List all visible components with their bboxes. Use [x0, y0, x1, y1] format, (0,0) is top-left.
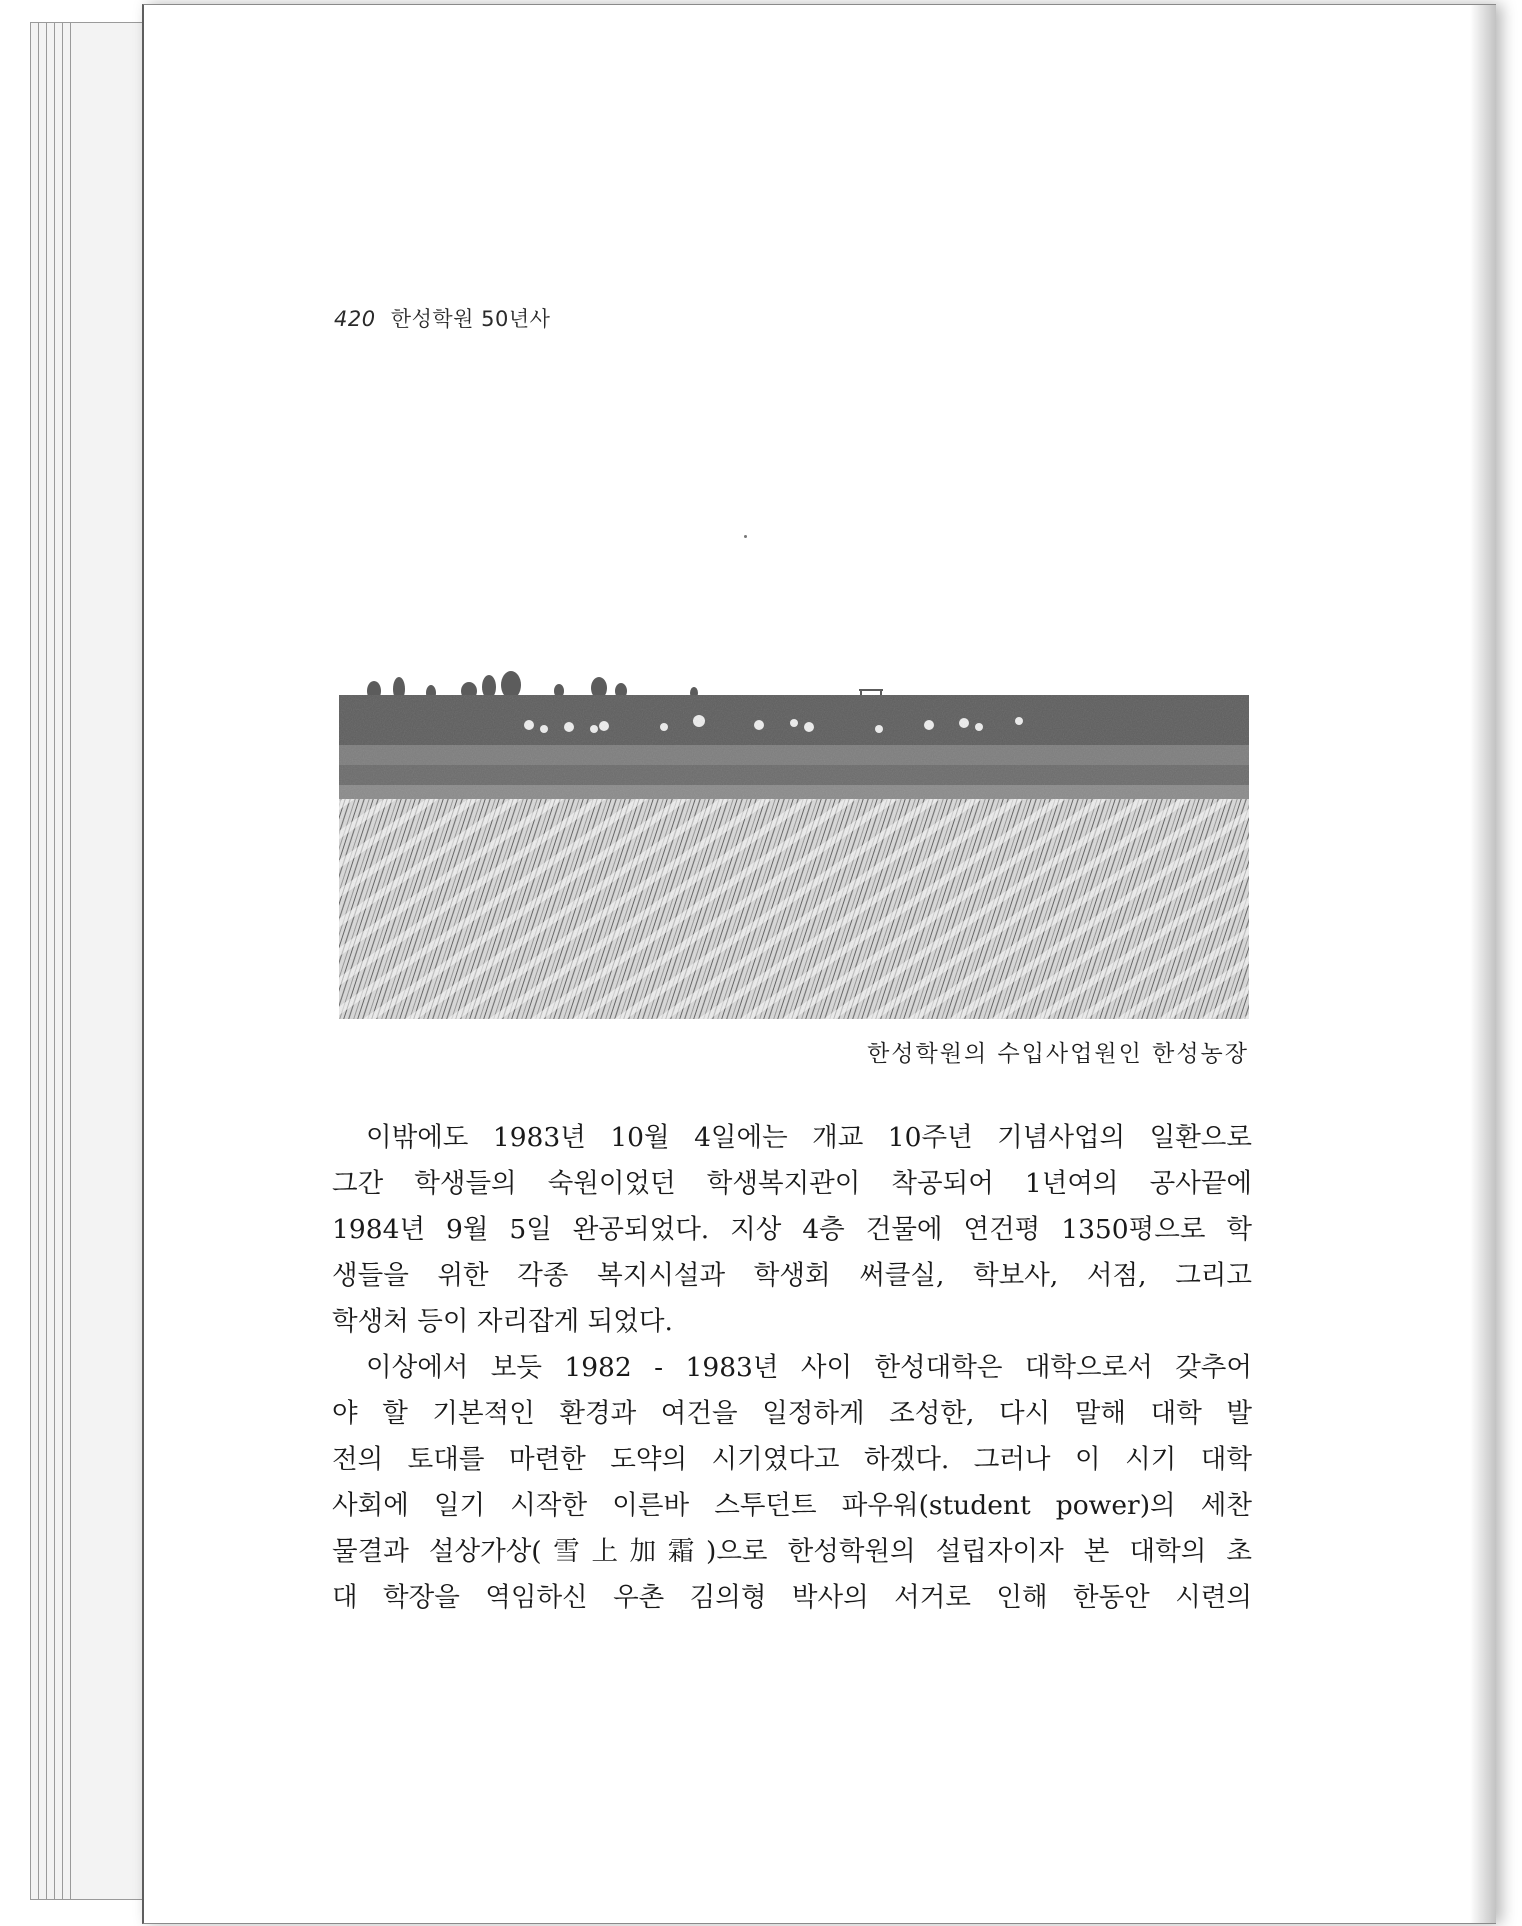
text-line: 전의 토대를 마련한 도약의 시기였다고 하겠다. 그러나 이 시기 대학 [332, 1444, 1252, 1475]
page-number: 420 [334, 307, 376, 331]
text-line: 야 할 기본적인 환경과 여건을 일정하게 조성한, 다시 말해 대학 발 [332, 1398, 1252, 1429]
text-line: 그간 학생들의 숙원이었던 학생복지관이 착공되어 1년여의 공사끝에 [332, 1168, 1252, 1199]
scan-speck [744, 535, 747, 538]
text-line: 1984년 9월 5일 완공되었다. 지상 4층 건물에 연건평 1350평으로 학 [332, 1214, 1252, 1245]
text-line: 학생처 등이 자리잡게 되었다. [332, 1306, 673, 1337]
rice-field-photo [339, 655, 1249, 1019]
book-page [142, 4, 1496, 1924]
text-line: 물결과 설상가상(雪上加霜)으로 한성학원의 설립자이자 본 대학의 초 [332, 1536, 1252, 1567]
text-line: 이밖에도 1983년 10월 4일에는 개교 10주년 기념사업의 일환으로 [366, 1122, 1252, 1153]
text-line: 대 학장을 역임하신 우촌 김의형 박사의 서거로 인해 한동안 시련의 [332, 1582, 1252, 1613]
text-line: 이상에서 보듯 1982 - 1983년 사이 한성대학은 대학으로서 갖추어 [366, 1352, 1252, 1383]
book-page-edges [30, 22, 150, 1900]
text-line: 생들을 위한 각종 복지시설과 학생회 써클실, 학보사, 서점, 그리고 [332, 1260, 1252, 1291]
book-title: 한성학원 50년사 [390, 307, 551, 331]
body-text [332, 1115, 1252, 1621]
page-edge [70, 22, 152, 1900]
running-header [334, 303, 550, 333]
text-line: 사회에 일기 시작한 이른바 스투던트 파우워(student power)의 세찬 [332, 1490, 1252, 1521]
figure-caption: 한성학원의 수입사업원인 한성농장 [867, 1041, 1249, 1067]
